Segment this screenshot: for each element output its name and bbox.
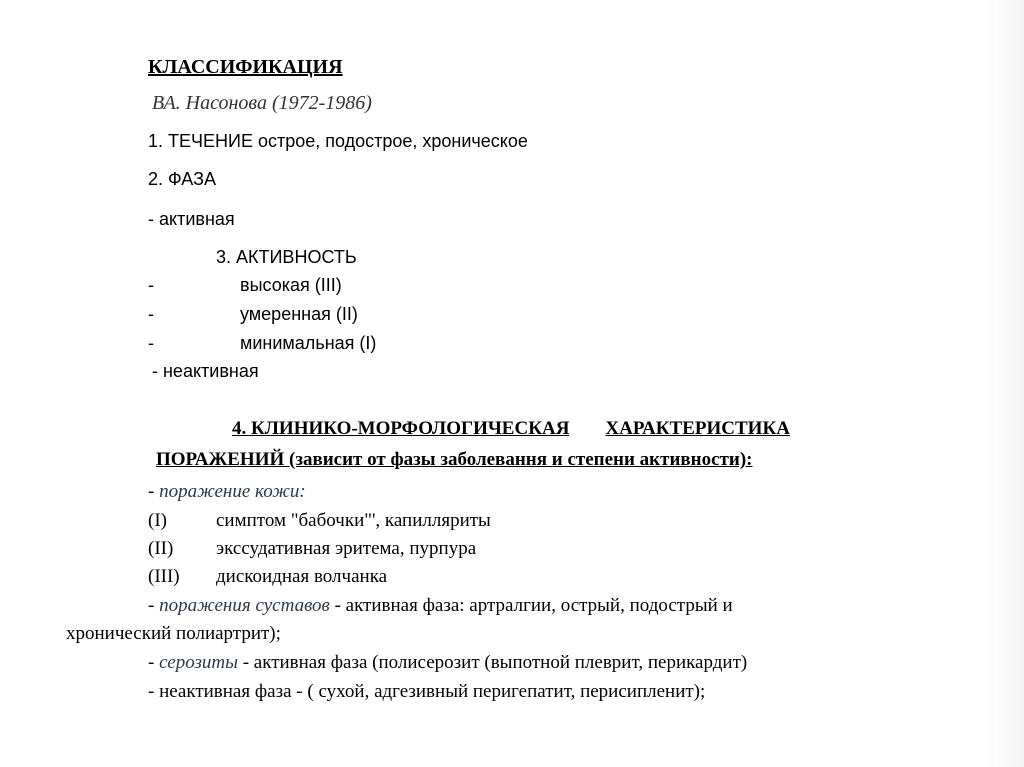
section4-heading-line1 — [232, 418, 790, 440]
serositis-label: серозиты — [159, 652, 238, 673]
inactive-phase-line: - неактивная фаза - ( сухой, адгезивный перигепатит, перисипленит); — [148, 681, 706, 702]
joints-text: - активная фаза: артралгии, острый, подострый и — [329, 595, 733, 616]
slide-edge-shadow — [984, 0, 1024, 767]
skin-label: поражение кожи: — [159, 481, 306, 502]
skin-item — [148, 538, 476, 560]
course-line: 1. ТЕЧЕНИЕ острое, подострое, хроническое — [148, 131, 528, 151]
section4-heading-line2: ПОРАЖЕНИЙ (зависит от фазы заболевання и степени активности): — [156, 449, 753, 470]
skin-item-text: симптом "бабочки"', капилляриты — [216, 510, 491, 531]
activity-heading: 3. АКТИВНОСТЬ — [216, 247, 357, 267]
activity-item-dash: - — [148, 275, 154, 295]
joints-label: поражения суставов — [159, 595, 330, 616]
phase-active: - активная — [148, 209, 235, 229]
serositis-dash: - — [148, 652, 155, 673]
joints-dash: - — [148, 595, 155, 616]
phase-heading: 2. ФАЗА — [148, 169, 216, 189]
skin-item-marker: (II) — [148, 538, 174, 559]
classification-author: ВА. Насонова (1972-1986) — [152, 92, 372, 114]
activity-item-text: минимальная (I) — [240, 333, 377, 353]
section4-heading-part2: ХАРАКТЕРИСТИКА — [605, 418, 790, 439]
skin-item — [148, 566, 387, 588]
section4-heading-part1: 4. КЛИНИКО-МОРФОЛОГИЧЕСКАЯ — [232, 418, 570, 439]
classification-title: КЛАССИФИКАЦИЯ — [148, 56, 343, 78]
skin-item-marker: (I) — [148, 510, 167, 531]
activity-item-dash: - — [148, 333, 154, 353]
joints-line — [148, 595, 733, 617]
skin-item-text: экссудативная эритема, пурпура — [216, 538, 477, 559]
skin-item — [148, 510, 491, 532]
inactive-line: - неактивная — [152, 361, 259, 381]
activity-item-minimal — [148, 332, 376, 354]
activity-item-high — [148, 274, 342, 296]
activity-item-moderate — [148, 303, 358, 325]
serositis-text: - активная фаза (полисерозит (выпотной плеврит, перикардит) — [237, 652, 748, 673]
skin-item-text: дискоидная волчанка — [216, 566, 388, 587]
activity-item-dash: - — [148, 304, 154, 324]
serositis-line — [148, 652, 747, 674]
joints-line-cont: хронический полиартрит); — [66, 623, 281, 644]
activity-item-text: умеренная (II) — [240, 304, 358, 324]
skin-item-marker: (III) — [148, 566, 180, 587]
skin-label-line — [148, 481, 306, 503]
skin-dash: - — [148, 481, 155, 502]
activity-item-text: высокая (III) — [240, 275, 342, 295]
